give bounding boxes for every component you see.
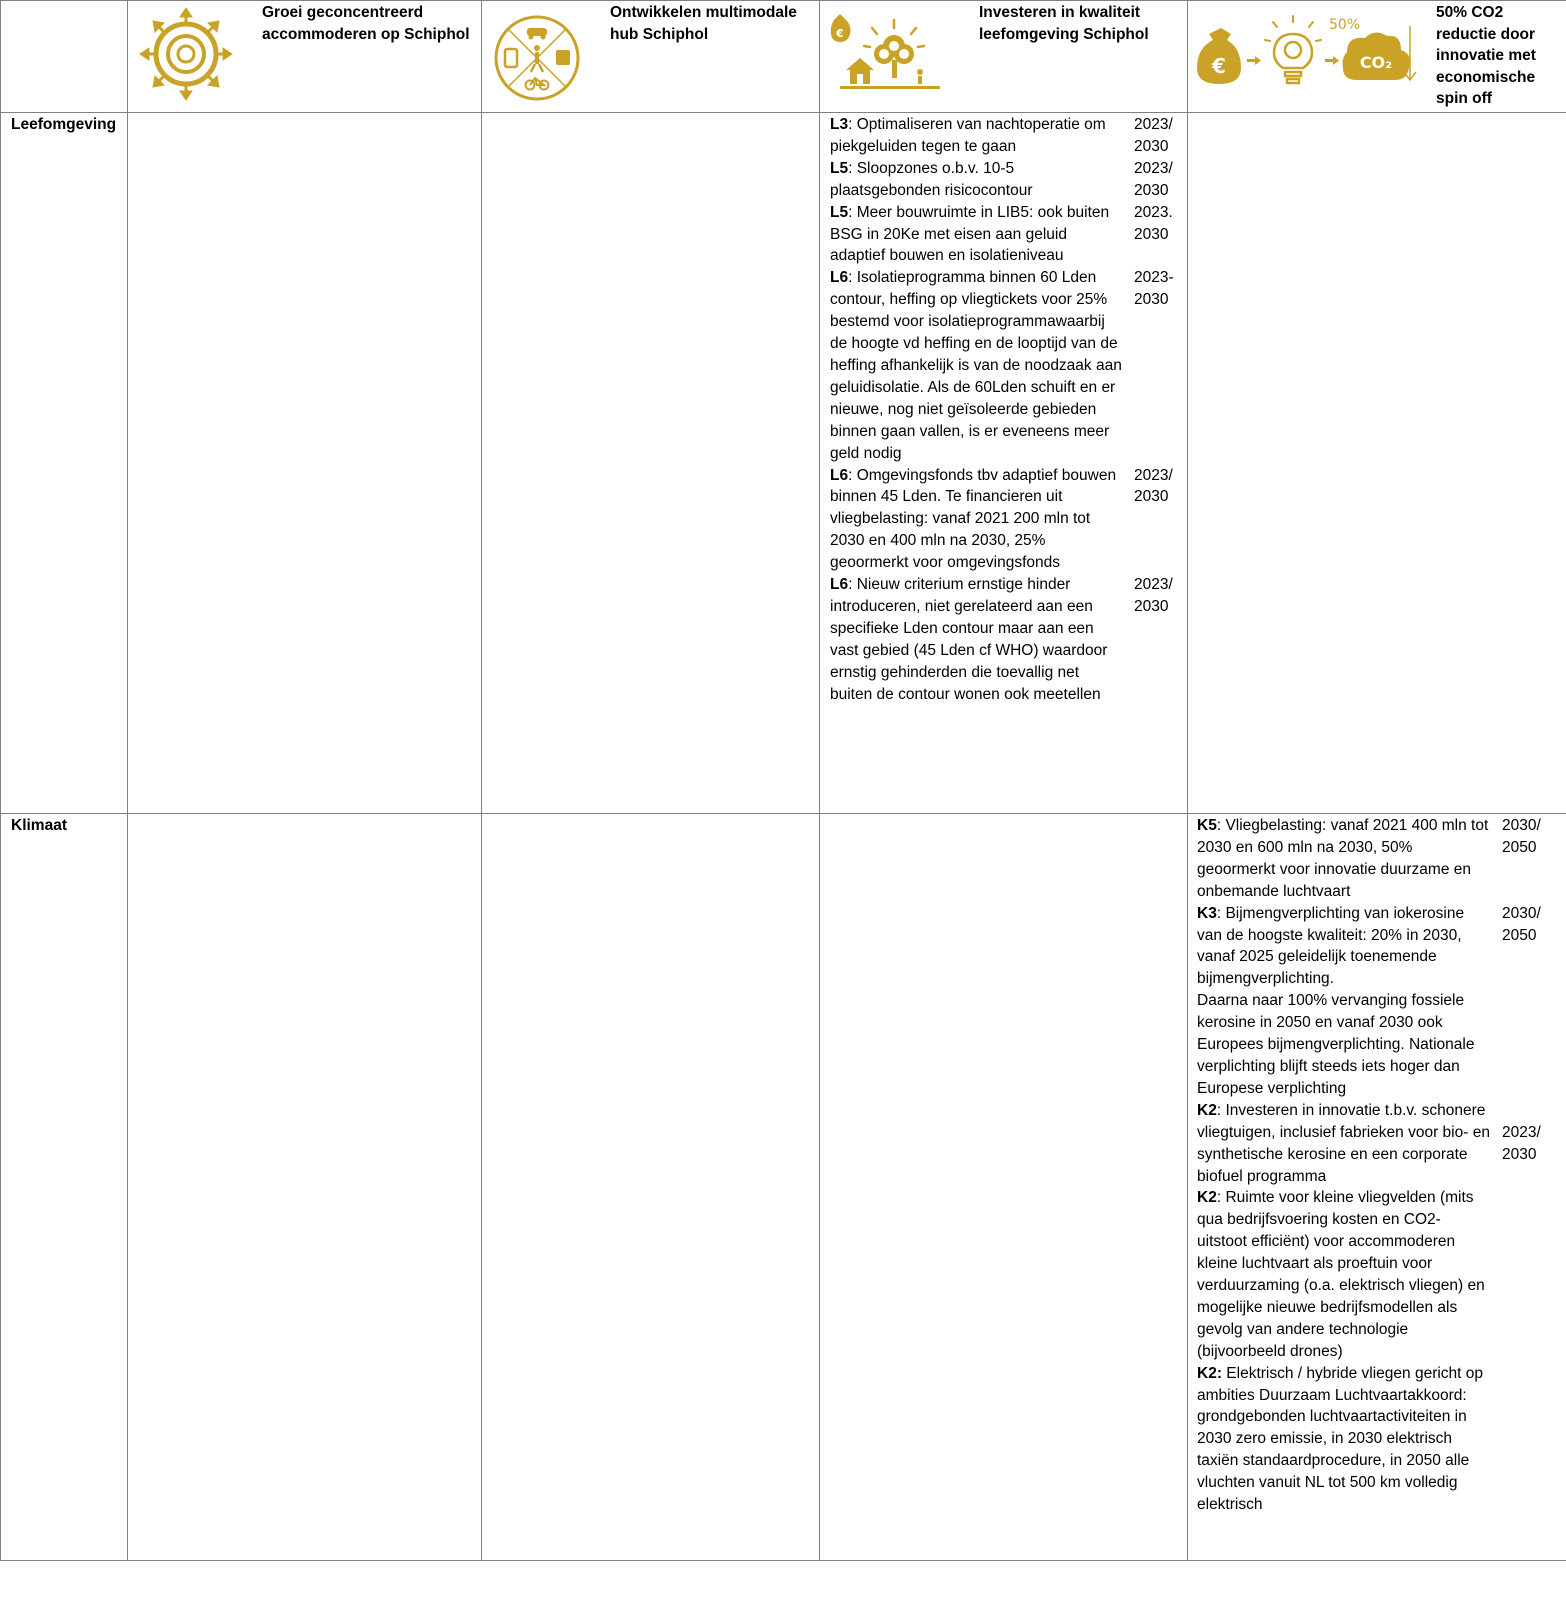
measure-code: K2	[1197, 1189, 1217, 1207]
measure-item	[1197, 903, 1541, 991]
measure-years: 2023/ 2030	[1134, 466, 1173, 506]
measure-years: 2023/ 2030	[1134, 576, 1173, 615]
co2-icon-label: CO₂	[1359, 53, 1393, 72]
measure-text: : Investeren in innovatie t.b.v. schonere vliegtuigen, inclusief fabrieken voor bio- en synthetische kerosine en een corporate biofuel programma	[1197, 1101, 1490, 1185]
measure-code: K3	[1197, 904, 1217, 922]
svg-text:€: €	[1212, 54, 1226, 78]
measure-item	[1197, 1363, 1541, 1516]
table-bottom-border	[0, 1560, 1566, 1561]
measure-code: L3	[830, 116, 849, 133]
measure-years: 2030/ 2050	[1502, 904, 1541, 944]
svg-text:€: €	[836, 27, 844, 40]
measure-code: L6	[830, 576, 849, 594]
measure-text: : Ruimte voor kleine vliegvelden (mits qua bedrijfsvoering kosten en CO2-uitstoot efficiënt) voor accommoderen kleine luchtvaart als proeftuin voor verduurzaming (o.a. elektrisch vliegen) en mogelijke nieuwe bedrijfsmodellen als gevolg van andere technologie (bijvoorbeeld drones)	[1197, 1189, 1485, 1360]
col-border-1	[127, 0, 128, 1561]
measure-code: K2	[1197, 1101, 1217, 1119]
header-title-col4: 50% CO2 reductie door innovatie met economische spin off	[1436, 4, 1536, 107]
measure-item	[830, 114, 1174, 158]
measure-code: L6	[830, 269, 849, 287]
measure-code: K5	[1197, 817, 1217, 834]
measure-text: : Optimaliseren van nachtoperatie om piekgeluiden tegen te gaan	[830, 116, 1106, 155]
measure-text: : Nieuw criterium ernstige hinder introduceren, niet gerelateerd aan een specifieke Lden contour maar aan een vast gebied (45 Lden cf WHO) waardoor ernstig gehinderden die toevallig net buiten de contour wonen ook meetellen	[830, 576, 1108, 703]
measure-text: : Sloopzones o.b.v. 10-5 plaatsgebonden risicocontour	[830, 159, 1033, 199]
leefomgeving-measures	[830, 114, 1174, 705]
header-row-border	[0, 112, 1566, 113]
measure-years: 2023/ 2030	[1134, 116, 1173, 155]
measure-item	[1197, 1100, 1541, 1188]
measure-item	[1197, 815, 1541, 903]
row-label-klimaat: Klimaat	[11, 817, 67, 834]
row-label-leefomgeving: Leefomgeving	[11, 116, 117, 133]
measure-text: : Omgevingsfonds tbv adaptief bouwen binnen 45 Lden. Te financieren uit vliegbelasting: vanaf 2021 200 mln tot 2030 en 400 mln na 2030, 25% geoormerkt voor omgevingsfonds	[830, 466, 1117, 572]
header-title-col3: Investeren in kwaliteit leefomgeving Schiphol	[979, 4, 1149, 43]
measure-years: 2030/ 2050	[1502, 817, 1541, 856]
measure-years: 2023/ 2030	[1502, 1123, 1541, 1163]
measure-years: 2023- 2030	[1134, 269, 1174, 309]
multimodal-hub-icon	[493, 14, 581, 102]
leefomgeving-row-border	[0, 813, 1566, 814]
col-border-0	[0, 0, 1, 1561]
measure-code: L5	[830, 203, 849, 221]
measure-text: : Vliegbelasting: vanaf 2021 400 mln tot 2030 en 600 mln na 2030, 50% geoormerkt voor innovatie duurzame en onbemande luchtvaart	[1197, 817, 1489, 900]
measure-item	[1197, 1187, 1541, 1362]
col-border-4	[1187, 0, 1188, 1561]
measure-text: : Meer bouwruimte in LIB5: ook buiten BSG in 20Ke met eisen aan geluid adaptief bouwen en isolatieniveau	[830, 203, 1110, 265]
table-top-border	[0, 0, 1566, 1]
klimaat-measures	[1197, 815, 1541, 1516]
measure-item	[830, 158, 1174, 202]
measure-years: 2023. 2030	[1134, 203, 1173, 243]
measure-item	[1197, 990, 1541, 1100]
arrows-target-icon	[138, 6, 234, 102]
measure-code: L6	[830, 466, 849, 484]
header-title-col2: Ontwikkelen multimodale hub Schiphol	[610, 4, 797, 43]
measure-item	[830, 267, 1174, 464]
measure-code: L5	[830, 159, 849, 177]
money-tree-house-icon	[830, 12, 950, 94]
fifty-percent-icon-label: 50%	[1329, 17, 1361, 33]
measure-item	[830, 574, 1174, 705]
measure-code: K2:	[1197, 1364, 1222, 1382]
money-innovation-co2-icon	[1195, 12, 1425, 96]
measure-text: Daarna naar 100% vervanging fossiele kerosine in 2050 en vanaf 2030 ook Europees bijmengverplichting. Nationale verplichting blijft steeds iets hoger dan Europese verplichting	[1197, 992, 1475, 1097]
measure-text: : Bijmengverplichting van iokerosine van de hoogste kwaliteit: 20% in 2030, vanaf 2025 geleidelijk toenemende bijmengverplichting.	[1197, 904, 1465, 988]
measure-item	[830, 202, 1174, 268]
col-border-2	[481, 0, 482, 1561]
col-border-3	[819, 0, 820, 1561]
header-title-col1: Groei geconcentreerd accommoderen op Schiphol	[262, 4, 470, 43]
measure-text: Elektrisch / hybride vliegen gericht op ambities Duurzaam Luchtvaartakkoord: grondgebonden luchtvaartactiviteiten in 2030 zero emissie, in 2030 elektrisch taxiën standaardprocedure, in 2050 alle vluchten vanuit NL tot 500 km volledig elektrisch	[1197, 1364, 1484, 1514]
measure-item	[830, 465, 1174, 575]
measure-years: 2023/ 2030	[1134, 159, 1173, 199]
measure-text: : Isolatieprogramma binnen 60 Lden contour, heffing op vliegtickets voor 25% bestemd voor isolatieprogrammawaarbij de hoogte vd heffing en de looptijd van de heffing afhankelijk is van de noodzaak aan geluidisolatie. Als de 60Lden schuift en er nieuwe, nog niet geïsoleerde gebieden binnen gaan vallen, is er eveneens meer geld nodig	[830, 269, 1122, 462]
